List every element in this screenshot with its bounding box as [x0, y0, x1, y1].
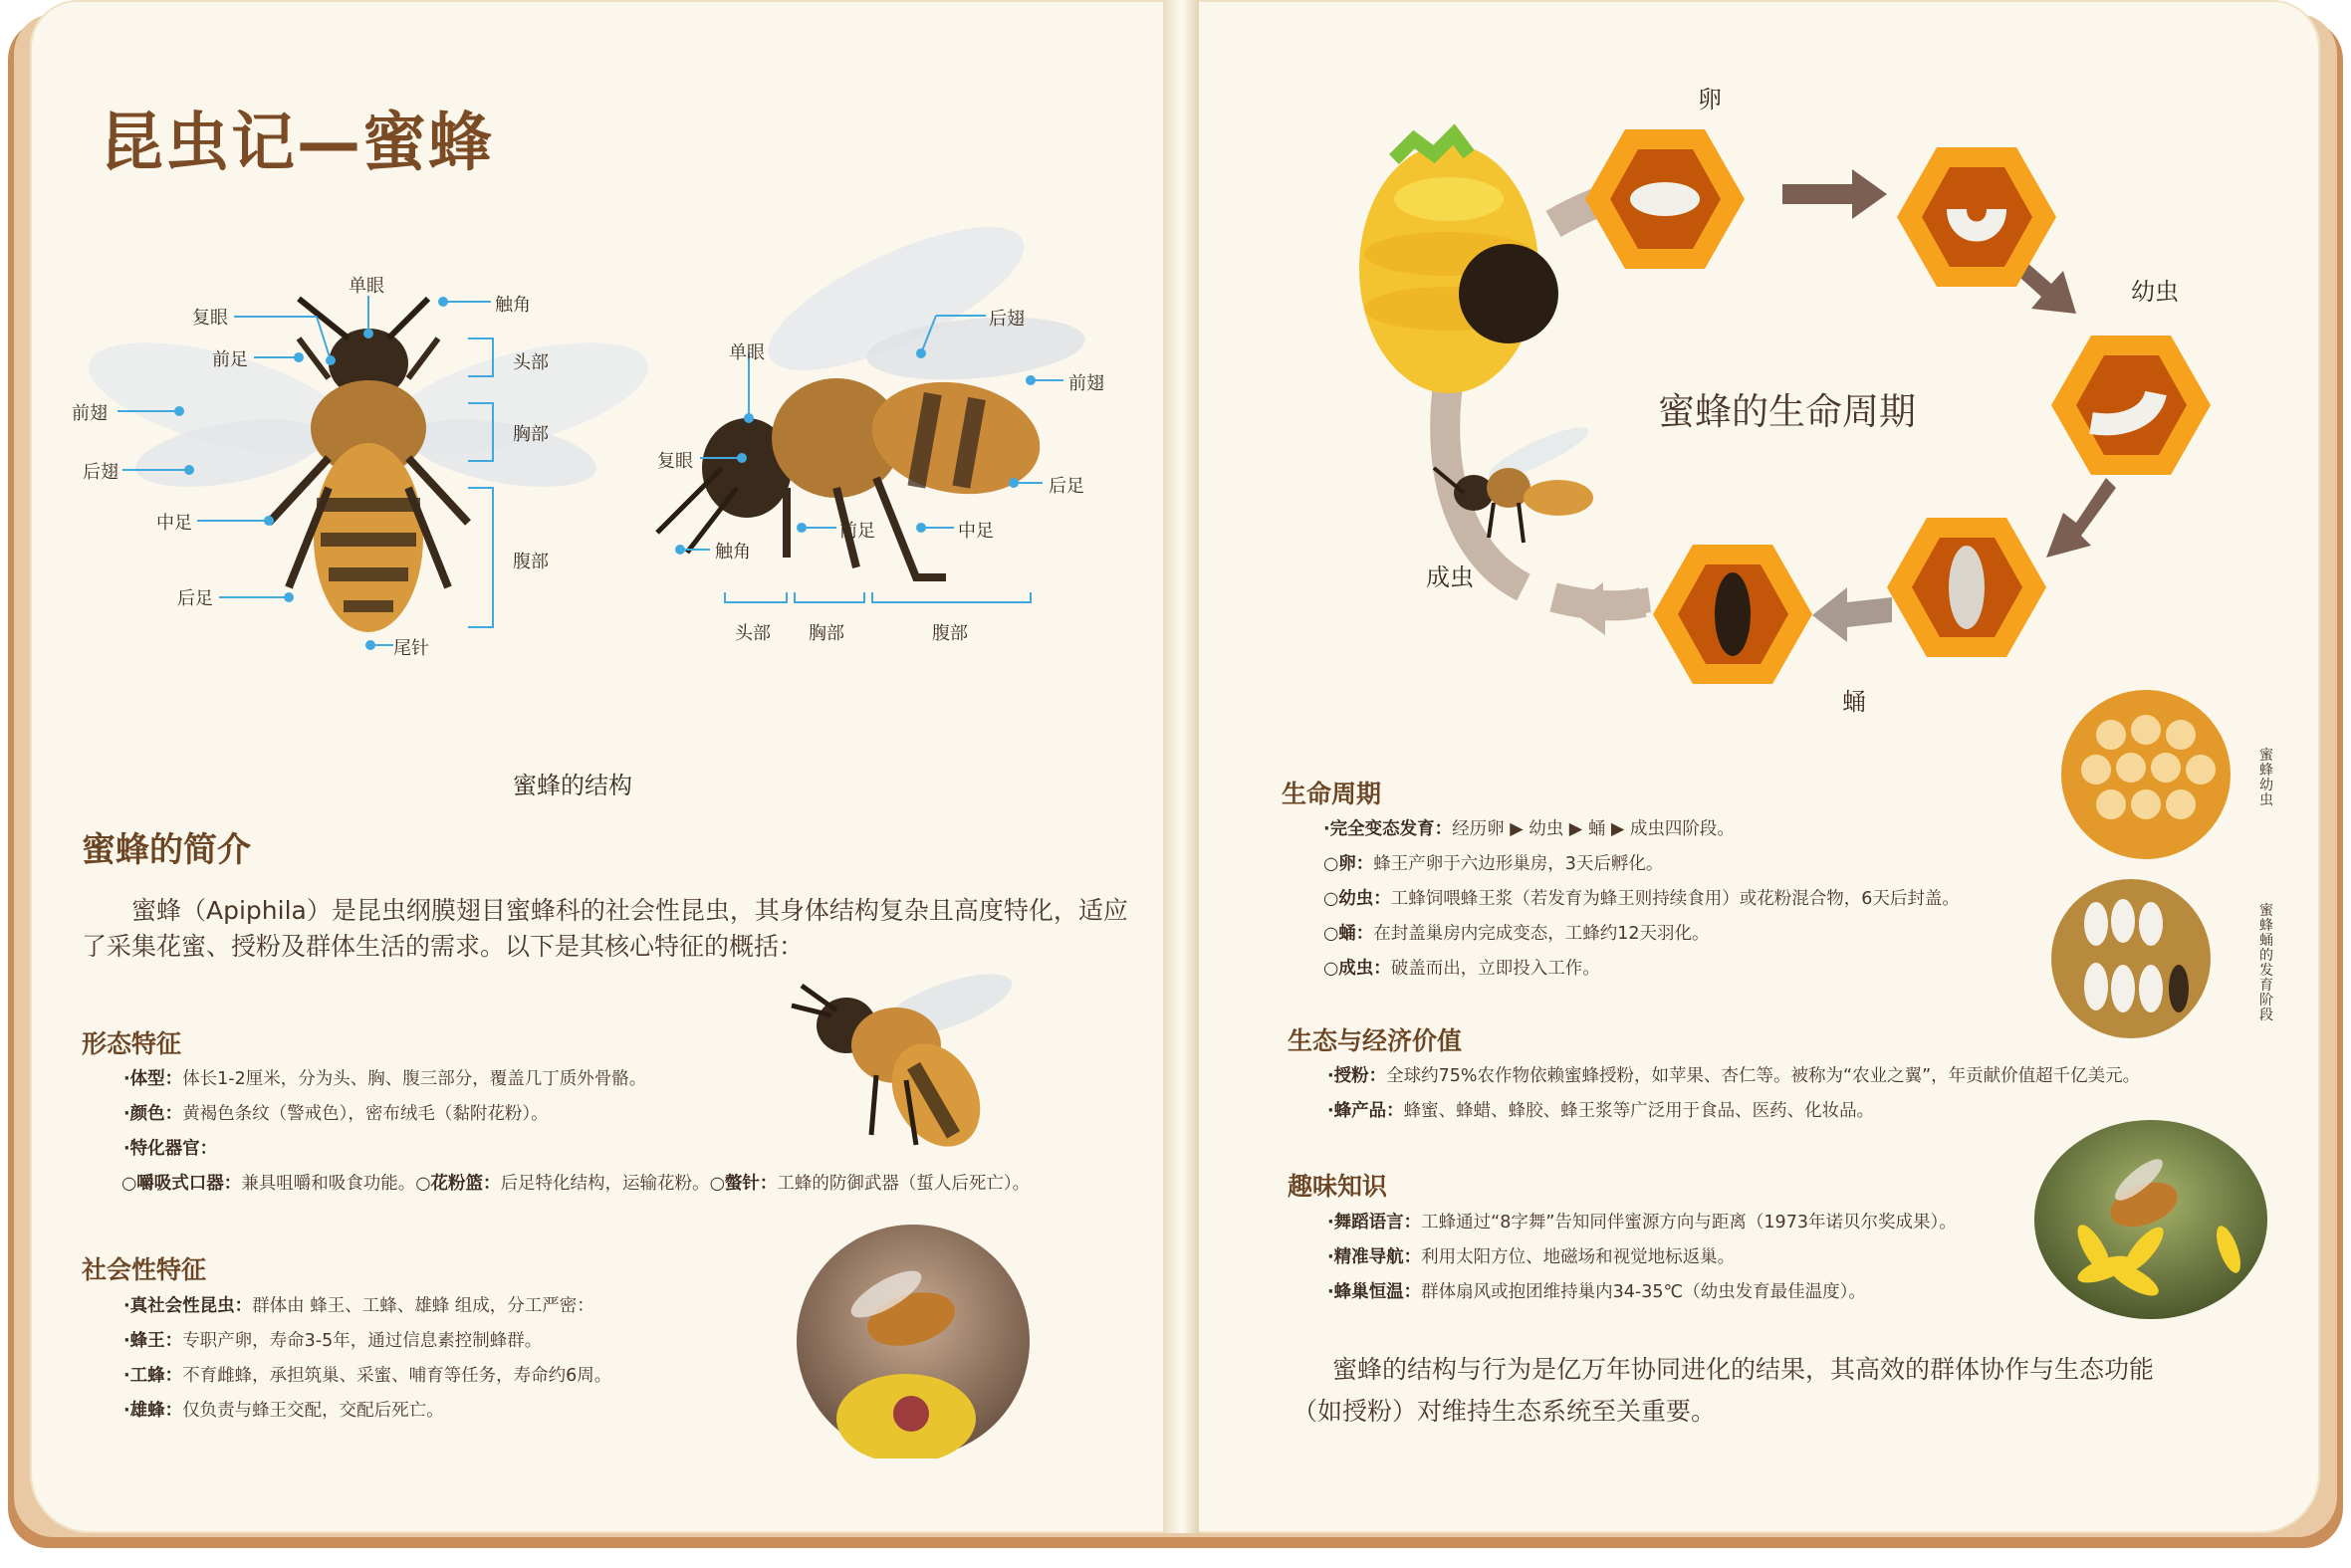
- lifecycle-heading: 生命周期: [1282, 780, 1382, 808]
- morph-item: ·特化器官：: [123, 1139, 218, 1159]
- fun-item: ·舞蹈语言：工蜂通过“8字舞”告知同伴蜜源方向与距离（1973年诺贝尔奖成果）。: [1327, 1213, 1957, 1232]
- intro-heading: 蜜蜂的简介: [82, 830, 251, 870]
- structure-caption: 蜜蜂的结构: [513, 772, 632, 799]
- eco-heading: 生态与经济价值: [1288, 1026, 1463, 1055]
- lifecycle-item: ○蛹：在封盖巢房内完成变态，工蜂约12天羽化。: [1323, 924, 1710, 944]
- morph-list: [123, 1062, 1030, 1202]
- side-label-fu-bu: 腹部: [932, 623, 968, 644]
- fun-item: ·精准导航：利用太阳方位、地磁场和视觉地标返巢。: [1327, 1247, 1736, 1267]
- label-qian-chi: 前翅: [72, 403, 108, 424]
- social-item: ·真社会性昆虫：群体由 蜂王、工蜂、雄蜂 组成，分工严密：: [123, 1296, 594, 1316]
- side-label-qian-chi: 前翅: [1068, 373, 1104, 394]
- hex-egg: [1585, 129, 1745, 269]
- side-label-hou-zu: 后足: [1049, 476, 1084, 497]
- side-label-qian-zu: 前足: [839, 521, 875, 542]
- stage-pupa: 蛹: [1842, 688, 1866, 716]
- label-hou-zu: 后足: [177, 588, 213, 609]
- stage-larva: 幼虫: [2131, 278, 2179, 306]
- side-label-tou-bu: 头部: [735, 623, 771, 644]
- label-tou-bu: 头部: [513, 352, 549, 373]
- side-label-xiong-bu: 胸部: [809, 623, 844, 644]
- bee-top-view-illustration: [60, 269, 677, 667]
- morph-item: ·体型：体长1-2厘米，分为头、胸、腹三部分，覆盖几丁质外骨骼。: [123, 1069, 647, 1089]
- social-item: ·蜂王：专职产卵，寿命3-5年，通过信息素控制蜂群。: [123, 1331, 543, 1351]
- intro-paragraph: 蜜蜂（Apiphila）是昆虫纲膜翅目蜜蜂科的社会性昆虫，其身体结构复杂且高度特化，适应了采集花蜜、授粉及群体生活的需求。以下是其核心特征的概括：: [82, 896, 1128, 961]
- larva-comb-photo: [2061, 690, 2231, 859]
- social-heading: 社会性特征: [82, 1255, 207, 1284]
- page-title: 昆虫记—蜜蜂: [100, 107, 494, 180]
- bee-on-flower-photo: [797, 1225, 1031, 1458]
- label-fu-bu: 腹部: [513, 552, 549, 572]
- label-chu-jiao: 触角: [495, 295, 531, 316]
- lifecycle-item: ·完全变态发育：经历卵 ▶ 幼虫 ▶ 蛹 ▶ 成虫四阶段。: [1323, 819, 1735, 839]
- book-spine: [1163, 0, 1199, 1533]
- lifecycle-list: [1323, 812, 1960, 987]
- label-zhong-zu: 中足: [156, 513, 192, 534]
- eco-item: ·授粉：全球约75%农作物依赖蜜蜂授粉，如苹果、杏仁等。被称为“农业之翼”，年贡献价值超千亿美元。: [1327, 1066, 2141, 1086]
- side-label-fu-yan: 复眼: [657, 451, 693, 472]
- label-wei-zhen: 尾针: [393, 638, 429, 659]
- hex-larva-1: [1897, 147, 2056, 287]
- social-item: ·工蜂：不育雌蜂，承担筑巢、采蜜、哺育等任务，寿命约6周。: [123, 1366, 612, 1386]
- morph-organs: ○嚼吸式口器：兼具咀嚼和吸食功能。○花粉篮：后足特化结构，运输花粉。○螫针：工蜂的防御武器（蜇人后死亡）。: [121, 1174, 1031, 1194]
- closing-paragraph: 蜜蜂的结构与行为是亿万年协同进化的结果，其高效的群体协作与生态功能（如授粉）对维持生态系统至关重要。: [1293, 1355, 2155, 1426]
- bee-yellow-flower-photo: [2034, 1120, 2268, 1319]
- pupa-development-photo: [2051, 879, 2211, 1038]
- pupa-photo-label: 蜜蜂蛹的发育阶段: [2259, 903, 2273, 1023]
- label-fu-yan: 复眼: [192, 308, 228, 329]
- larva-photo-label: 蜜蜂幼虫: [2259, 748, 2273, 808]
- side-label-hou-chi: 后翅: [989, 309, 1025, 330]
- lifecycle-item: ○卵：蜂王产卵于六边形巢房，3天后孵化。: [1323, 854, 1664, 874]
- fun-list: [1327, 1206, 1957, 1310]
- hex-pupa-1: [1887, 518, 2046, 657]
- social-list: [123, 1289, 611, 1429]
- morph-heading: 形态特征: [82, 1029, 182, 1058]
- bee-side-view-illustration: [637, 219, 1135, 657]
- stage-egg: 卵: [1698, 86, 1722, 113]
- fun-item: ·蜂巢恒温：群体扇风或抱团维持巢内34-35℃（幼虫发育最佳温度）。: [1327, 1282, 1866, 1302]
- label-dan-yan: 单眼: [349, 276, 384, 297]
- beehive-icon: [1359, 134, 1558, 393]
- fun-heading: 趣味知识: [1288, 1172, 1388, 1201]
- side-label-zhong-zu: 中足: [958, 521, 994, 542]
- side-label-dan-yan: 单眼: [729, 342, 765, 363]
- side-label-chu-jiao: 触角: [715, 542, 751, 562]
- hex-pupa-2: [1653, 545, 1812, 684]
- morph-item: ·颜色：黄褐色条纹（警戒色），密布绒毛（黏附花粉）。: [123, 1104, 549, 1124]
- label-hou-chi: 后翅: [83, 462, 118, 483]
- label-qian-zu: 前足: [212, 349, 248, 370]
- label-xiong-bu: 胸部: [513, 424, 549, 445]
- stage-adult: 成虫: [1426, 563, 1474, 591]
- eco-list: [1327, 1059, 2140, 1129]
- lifecycle-item: ○幼虫：工蜂饲喂蜂王浆（若发育为蜂王则持续食用）或花粉混合物，6天后封盖。: [1323, 889, 1960, 909]
- lifecycle-item: ○成虫：破盖而出，立即投入工作。: [1323, 959, 1600, 979]
- lifecycle-title: 蜜蜂的生命周期: [1658, 390, 1916, 433]
- hex-larva-2: [2051, 336, 2211, 475]
- social-item: ·雄蜂：仅负责与蜂王交配，交配后死亡。: [123, 1401, 444, 1421]
- eco-item: ·蜂产品：蜂蜜、蜂蜡、蜂胶、蜂王浆等广泛用于食品、医药、化妆品。: [1327, 1101, 1875, 1121]
